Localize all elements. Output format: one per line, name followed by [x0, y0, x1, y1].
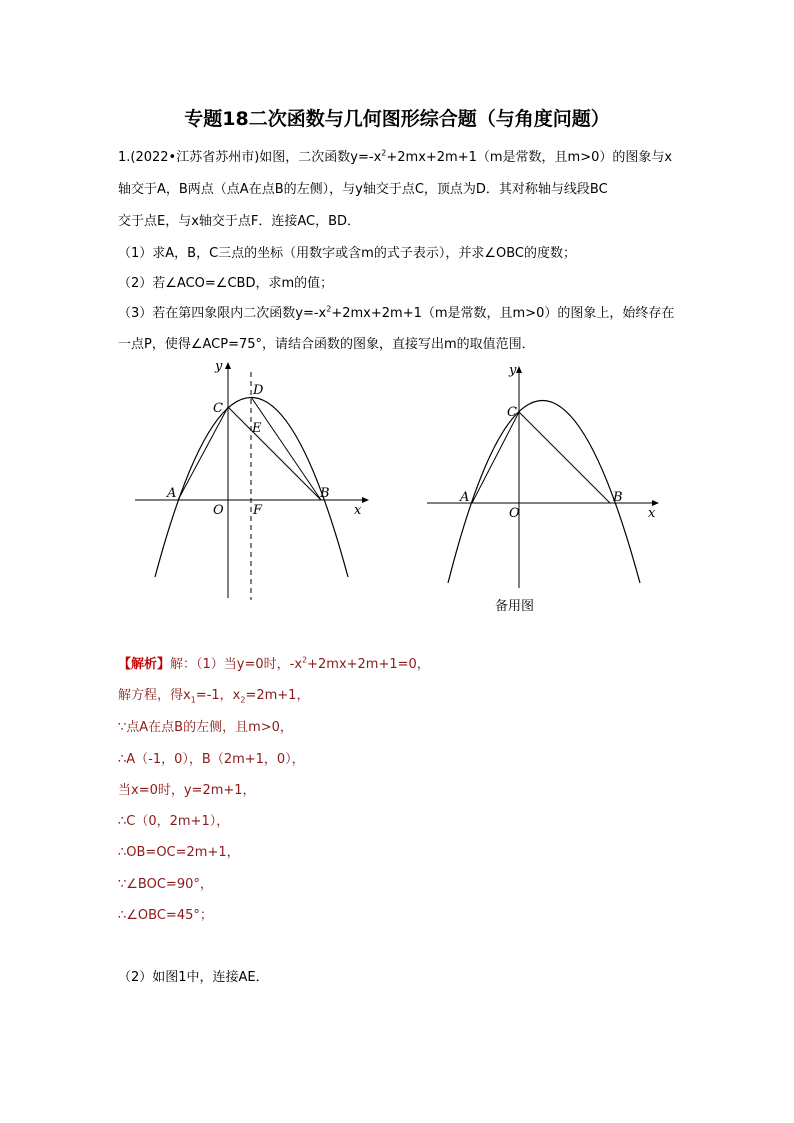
problem-text: （3）若在第四象限内二次函数y=-x [118, 306, 327, 321]
label-f: F [253, 503, 263, 518]
solution-text: =-1，x [195, 688, 241, 703]
label-b: B [320, 486, 330, 501]
solution-line-9: ∴∠OBC=45°； [118, 908, 213, 923]
problem-text: +2mx+2m+1（m是常数，且m>0）的图象与x [386, 150, 673, 165]
segment-ac [472, 412, 519, 503]
solution-line-3: ∵点A在点B的左侧，且m>0， [118, 720, 293, 735]
label-o: O [213, 503, 224, 518]
label-d: D [253, 383, 264, 398]
solution-text: =2m+1， [245, 688, 310, 703]
label-a: A [460, 490, 470, 505]
exponent: 2 [302, 655, 308, 665]
segment-bc [228, 407, 321, 500]
segment-ac [178, 407, 228, 500]
solution-text: 解方程，得x [118, 688, 191, 703]
segment-bd [251, 397, 321, 500]
solution-line-5: 当x=0时，y=2m+1， [118, 783, 256, 798]
label-x: x [354, 503, 362, 518]
problem-text: +2mx+2m+1（m是常数，且m>0）的图象上，始终存在 [331, 306, 675, 321]
label-c: C [213, 401, 223, 416]
question-2: （2）若∠ACO=∠CBD，求m的值； [118, 276, 334, 291]
label-b: B [613, 490, 623, 505]
question-3 [118, 302, 674, 321]
solution-line-8: ∵∠BOC=90°， [118, 877, 213, 892]
problem-line-1 [118, 146, 672, 165]
label-x: x [648, 506, 656, 521]
solution-line-7: ∴OB=OC=2m+1， [118, 845, 240, 860]
label-y: y [509, 363, 517, 378]
label-c: C [507, 405, 517, 420]
solution-text: +2mx+2m+1=0， [307, 657, 430, 672]
solution-part-2: （2）如图1中，连接AE． [118, 970, 269, 985]
subscript: 1 [190, 695, 196, 705]
label-y: y [215, 359, 223, 374]
solution-line-2 [118, 684, 309, 705]
figure-2 [420, 355, 665, 590]
parabola [448, 401, 640, 584]
label-e: E [252, 421, 262, 436]
figure-1 [125, 355, 385, 605]
exponent: 2 [326, 304, 332, 314]
page-title: 专题18二次函数与几何图形综合题（与角度问题） [184, 108, 610, 130]
problem-line-3: 交于点E，与x轴交于点F．连接AC，BD． [118, 214, 361, 229]
solution-line-1 [118, 653, 430, 672]
solution-line-6: ∴C（0，2m+1）， [118, 814, 230, 829]
solution-line-4: ∴A（-1，0），B（2m+1，0）， [118, 752, 305, 767]
solution-text: 解：（1）当y=0时，-x [170, 657, 303, 672]
problem-text: 1.(2022•江苏省苏州市)如图，二次函数y=-x [118, 150, 382, 165]
question-3-cont: 一点P，使得∠ACP=75°，请结合函数的图象，直接写出m的取值范围． [118, 337, 535, 352]
question-1: （1）求A，B，C三点的坐标（用数字或含m的式子表示），并求∠OBC的度数； [118, 246, 576, 261]
subscript: 2 [240, 695, 246, 705]
exponent: 2 [381, 148, 387, 158]
solution-tag: 【解析】 [118, 657, 171, 672]
problem-line-2: 轴交于A，B两点（点A在点B的左侧），与y轴交于点C，顶点为D．其对称轴与线段BC [118, 182, 608, 197]
label-a: A [167, 486, 177, 501]
figure-2-caption: 备用图 [495, 599, 535, 614]
label-o: O [509, 506, 520, 521]
